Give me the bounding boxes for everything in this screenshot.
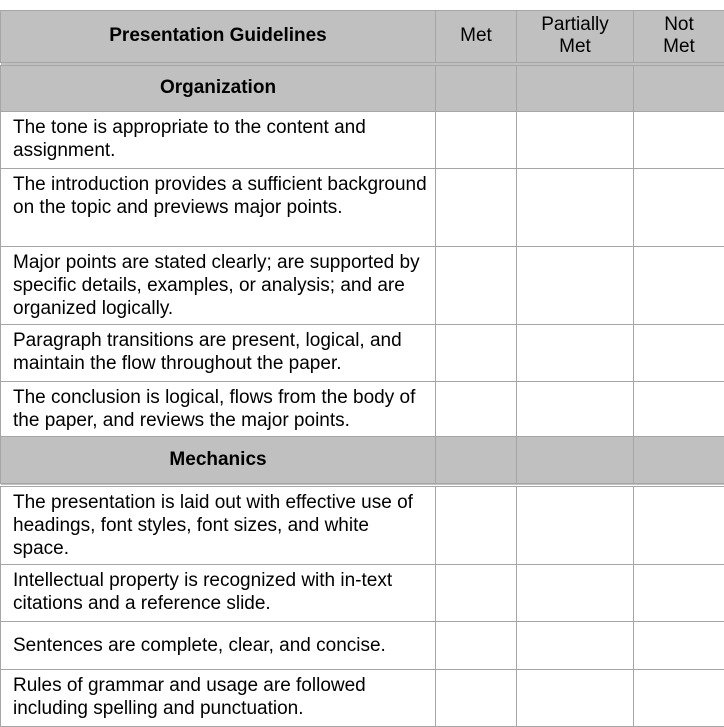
criterion-row [1,669,724,726]
met-checkbox-cell[interactable] [436,247,517,325]
criterion-text: The tone is appropriate to the content and assignment. [1,112,436,169]
partially-met-checkbox-cell[interactable] [517,564,634,621]
section-row-organization [1,64,724,112]
met-checkbox-cell[interactable] [436,564,517,621]
header-met: Met [436,11,517,64]
criterion-row [1,169,724,247]
met-checkbox-cell[interactable] [436,112,517,169]
criterion-text: The introduction provides a sufficient background on the topic and previews major points. [1,169,436,247]
section-row-mechanics [1,437,724,485]
header-partially-met [517,11,634,64]
partially-met-checkbox-cell[interactable] [517,382,634,437]
partially-met-checkbox-cell[interactable] [517,169,634,247]
met-checkbox-cell[interactable] [436,382,517,437]
criterion-text: Major points are stated clearly; are supported by specific details, examples, or analysis; and are organized logically. [1,247,436,325]
header-partially-line2: Met [517,36,633,58]
partially-met-checkbox-cell[interactable] [517,325,634,382]
not-met-checkbox-cell[interactable] [634,669,724,726]
met-checkbox-cell[interactable] [436,169,517,247]
criterion-row [1,382,724,437]
criterion-row [1,112,724,169]
not-met-checkbox-cell[interactable] [634,382,724,437]
partially-met-checkbox-cell[interactable] [517,621,634,669]
partially-met-checkbox-cell[interactable] [517,485,634,565]
not-met-checkbox-cell[interactable] [634,169,724,247]
criterion-row [1,247,724,325]
header-partially-line1: Partially [517,14,633,36]
not-met-checkbox-cell[interactable] [634,485,724,565]
partially-met-checkbox-cell[interactable] [517,112,634,169]
criterion-row [1,485,724,565]
criterion-text: The conclusion is logical, flows from the body of the paper, and reviews the major points. [1,382,436,437]
presentation-rubric-table [0,10,724,727]
criterion-text: Intellectual property is recognized with in-text citations and a reference slide. [1,564,436,621]
met-checkbox-cell[interactable] [436,485,517,565]
criterion-row [1,564,724,621]
met-checkbox-cell[interactable] [436,621,517,669]
header-row [1,11,724,64]
not-met-cell [634,437,724,485]
criterion-text: Paragraph transitions are present, logical, and maintain the flow throughout the paper. [1,325,436,382]
section-title-organization: Organization [1,64,436,112]
criterion-text: Sentences are complete, clear, and concise. [1,621,436,669]
met-checkbox-cell[interactable] [436,325,517,382]
not-met-checkbox-cell[interactable] [634,325,724,382]
partially-met-checkbox-cell[interactable] [517,669,634,726]
not-met-checkbox-cell[interactable] [634,247,724,325]
not-met-checkbox-cell[interactable] [634,112,724,169]
header-presentation-guidelines: Presentation Guidelines [1,11,436,64]
header-not-line1: Not [634,14,724,36]
not-met-cell [634,64,724,112]
not-met-checkbox-cell[interactable] [634,621,724,669]
met-cell [436,64,517,112]
criterion-row [1,621,724,669]
met-checkbox-cell[interactable] [436,669,517,726]
criterion-text: The presentation is laid out with effective use of headings, font styles, font sizes, and white space. [1,485,436,565]
partially-met-cell [517,64,634,112]
not-met-checkbox-cell[interactable] [634,564,724,621]
criterion-row [1,325,724,382]
met-cell [436,437,517,485]
section-title-mechanics: Mechanics [1,437,436,485]
header-not-line2: Met [634,36,724,58]
partially-met-cell [517,437,634,485]
criterion-text: Rules of grammar and usage are followed including spelling and punctuation. [1,669,436,726]
partially-met-checkbox-cell[interactable] [517,247,634,325]
header-not-met [634,11,724,64]
